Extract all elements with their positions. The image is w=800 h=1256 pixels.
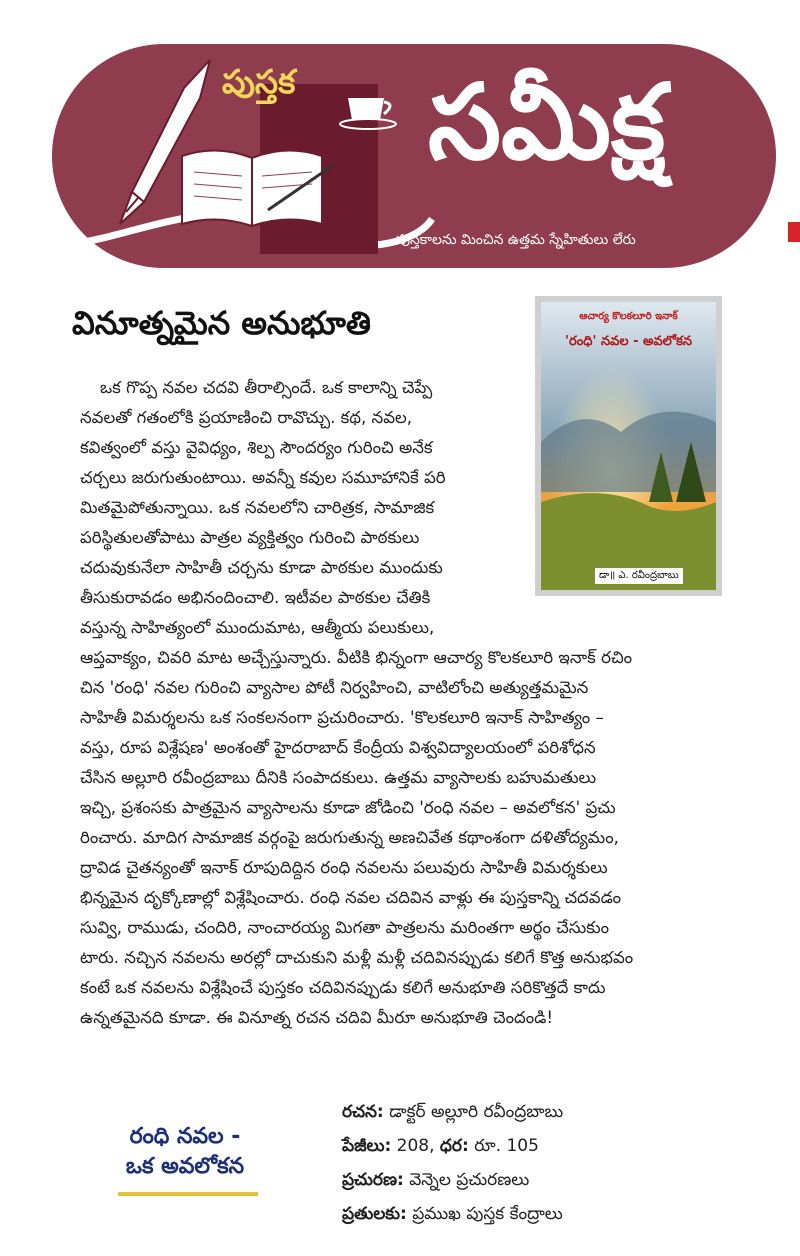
body-line: చేసిన అల్లూరి రవీంద్రబాబు దీనికి సంపాదకులు. ఉత్తమ వ్యాసాలకు బహుమతులు [80,768,597,787]
body-line: ఒక గొప్ప నవల చదవి తీరాల్సిందే. ఒక కాలాన్ని చెప్పే [100,378,433,397]
article-headline: వినూత్నమైన అనుభూతి [72,304,371,342]
body-line: సువ్వి, రాముడు, చందిరి, నాంచారయ్య మిగతా పాత్రలను మరింతగా అర్థం చేసుకుం [80,918,609,937]
body-line: సాహితీ విమర్శలను ఒక సంకలనంగా ప్రచురించారు. 'కొలకలూరి ఇనాక్ సాహిత్యం – [80,708,604,727]
body-line: చిన 'రంధి' నవల గురించి వ్యాసాల పోటీ నిర్వహించి, వాటిలోంచి అత్యుత్తమమైన [80,678,589,697]
body-line: తీసుకురావడం అభినందించాలి. ఇటీవల పాఠకుల చేతికి [80,588,431,607]
body-line: ఉన్నతమైనది కూడా. ఈ వినూత్న రచన చదివి మీరూ అనుభూతి చెందండి! [80,1008,554,1027]
body-line: చర్చలు జరుగుతుంటాయి. అవన్నీ కవుల సమూహానికే పరి [80,468,446,487]
body-line: భిన్నమైన దృక్కోణాల్లో విశ్లేషించారు. రంధి నవల చదివిన వాళ్లు ఈ పుస్తకాన్ని చదవడం [80,888,622,907]
meta-publisher-value: వెన్నెల ప్రచురణలు [409,1170,530,1190]
review-banner [52,44,776,268]
book-name [110,1122,260,1181]
meta-price-value: రూ. 105 [474,1136,539,1156]
meta-author-value: డాక్టర్ అల్లూరి రవీంద్రబాబు [389,1102,564,1122]
meta-copies [342,1204,563,1228]
meta-pages-value: 208, [396,1136,435,1156]
coffee-cup-icon [338,92,408,132]
meta-author [342,1102,563,1126]
body-line: రించారు. మాదిగ సామాజిక వర్గంపై జరుగుతున్న అణచివేత కథాంశంగా దళితోద్యమం, [80,828,619,847]
banner-title: సమీక్ష [428,61,666,183]
book-name-underline [118,1192,258,1196]
edge-marker [788,222,800,242]
body-line: ఇచ్చి, ప్రశంసకు పాత్రమైన వ్యాసాలను కూడా జోడించి 'రంధి నవల – అవలోకన' ప్రచు [80,798,616,817]
book-cover-image [535,296,722,596]
meta-pages-price [342,1136,539,1160]
body-line: కంటే ఒక నవలను విశ్లేషించే పుస్తకం చదివినప్పుడు కలిగే అనుభూతి సరికొత్తదే కాదు [80,978,606,997]
cover-author-name-top: ఆచార్య కొలకలూరి ఇనాక్ [579,311,678,322]
meta-author-key: రచన: [342,1102,384,1122]
body-line: టారు. నచ్చిన నవలను అరల్లో దాచుకుని మళ్లీ మళ్లీ చదివినప్పుడు కలిగే కొత్త అనుభవం [80,948,634,967]
body-line: ద్రావిడ చైతన్యంతో ఇనాక్ రూపుదిద్దిన రంధి నవలను పలువురు సాహితీ విమర్శకులు [80,858,608,877]
meta-publisher [342,1170,529,1194]
body-line: వస్తున్న సాహిత్యంలో ముందుమాట, ఆత్మీయ పలుకులు, [80,618,435,637]
meta-price-key: ధర: [439,1136,469,1156]
banner-tagline: పుస్తకాలను మించిన ఉత్తమ స్నేహితులు లేరు [396,232,636,248]
body-line: పరిస్థితులతోపాటు పాత్రల వ్యక్తిత్వం గురించి పాఠకులు [80,528,420,547]
body-line: ఆప్తవాక్యం, చివరి మాట అచ్చేస్తున్నారు. వీటికి భిన్నంగా ఆచార్య కొలకలూరి ఇనాక్ రచిం [80,648,633,667]
open-book-icon [172,136,342,236]
body-line: మితమైపోతున్నాయి. ఒక నవలలోని చారిత్రక, సామాజిక [80,498,435,517]
meta-pages-key: పేజీలు: [342,1136,392,1156]
banner-label: పుస్తక [222,62,296,101]
meta-copies-key: ప్రతులకు: [342,1204,407,1224]
body-line: చదువుకునేలా సాహితీ చర్చను కూడా పాఠకుల ముందుకు [80,558,443,577]
cover-title: 'రంధి' నవల - అవలోకన [565,334,692,349]
book-name-line: రంధి నవల - [129,1124,241,1149]
body-line: నవలతో గతంలోకి ప్రయాణించి రావొచ్చు. కథ, నవల, [80,408,413,427]
body-line: కవిత్వంలో వస్తు వైవిధ్యం, శిల్ప సౌందర్యం గురించి అనేక [80,438,433,457]
book-name-line: ఒక అవలోకన [125,1153,245,1179]
body-line: వస్తు, రూప విశ్లేషణ' అంశంతో హైదరాబాద్ కేంద్రీయ విశ్వవిద్యాలయంలో పరిశోధన [80,738,596,757]
meta-publisher-key: ప్రచురణ: [342,1170,404,1190]
cover-editor: డా॥ ఎ. రవీంద్రబాబు [595,568,683,584]
meta-copies-value: ప్రముఖ పుస్తక కేంద్రాలు [412,1204,563,1224]
